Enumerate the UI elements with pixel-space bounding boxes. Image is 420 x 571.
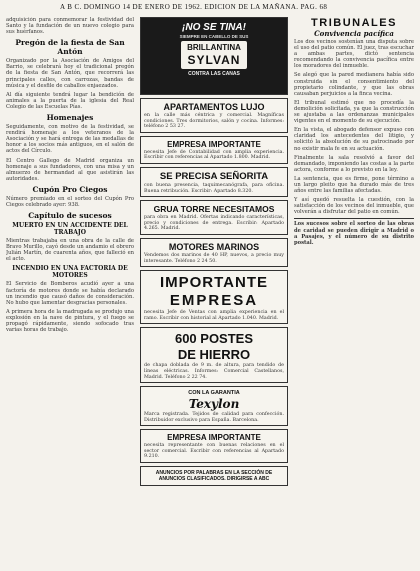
intro-text: adquisición para conmemorar la festividad del Santo y la fundación de un nuevo colegio para sus huérfanos. — [6, 17, 134, 36]
paragraph: Los dos vecinos sostenían una disputa sobre el uso del patio común. El juez, tras escuchar a ambas partes, dictó sentencia recomendando la convivencia pacífica entre los moradores del inmueble. — [294, 39, 414, 70]
heading-pregon: Pregón de la fiesta de San Antón — [15, 38, 125, 57]
brand-block — [144, 41, 284, 69]
postes-ad — [140, 327, 288, 383]
paragraph: El Servicio de Bomberos acudió ayer a una factoría de motores donde se había declarado un incendio que causó daños de consideración. No hubo que lamentar desgracias personales. — [6, 281, 134, 306]
ad-body: necesita Jefe de Contabilidad con amplia experiencia. Escribir con referencias al Apartado 1.800. Madrid. — [144, 149, 284, 161]
ad-title-2: DE HIERRO — [177, 347, 251, 363]
section-heading: TRIBUNALES — [311, 17, 397, 29]
ad-title: APARTAMENTOS LUJO — [163, 102, 265, 112]
apartamentos-ad — [140, 98, 288, 133]
ad-title: 600 POSTES — [174, 331, 254, 347]
page-header: A B C. DOMINGO 14 DE ENERO DE 1962. EDICION DE LA MAÑANA. PAG. 68 — [60, 3, 328, 11]
grua-ad — [140, 200, 288, 235]
texylon-ad — [140, 386, 288, 426]
empresa-ad-2 — [140, 429, 288, 463]
ad-title: MOTORES MARINOS — [168, 241, 260, 252]
ad-title-2: EMPRESA — [169, 292, 259, 310]
paragraph: El Centro Gallego de Madrid organiza un homenaje a sus fundadores, con una misa y un almuerzo de hermandad al que asistirán las autoridades. — [6, 157, 134, 182]
ad-body: necesita Jefe de Ventas con amplia experiencia en el ramo. Escribir con historial al Apartado 1.040. Madrid. — [144, 310, 284, 321]
ad-body: en la calle más céntrica y comercial. Magníficas condiciones. Tres dormitorios, salón y cocina. Informes: teléfono 2 53 27. — [144, 113, 284, 130]
importante-empresa-ad — [140, 270, 288, 324]
heading-homenajes: Homenajes — [46, 113, 94, 123]
right-column — [294, 17, 414, 249]
paragraph: Organizado por la Asociación de Amigos del Barrio, se celebrará hoy el tradicional pregón de la fiesta de San Antón, que recorrerá las principales calles, con carrozas, bandas de música y el desfile de caballos enjaezados. — [6, 58, 134, 89]
ad-body: necesita representante con buenas relaciones en el sector comercial. Escribir con referencias al Apartado 9.210. — [144, 443, 284, 460]
senorita-ad — [140, 167, 288, 197]
divider — [294, 218, 414, 219]
paragraph: Mientras trabajaba en una obra de la calle de Bravo Murillo, cayó desde un andamio el obrero Julián Martín, de cuarenta años, que falleció en el acto. — [6, 238, 134, 263]
heading-sucesos: Capítulo de sucesos — [28, 211, 112, 221]
ad-title: ¡NO SE TINA! — [182, 22, 246, 33]
footer-note: Los sucesos sobre el sorteo de las obras de caridad se pueden dirigir a Madrid o a Pasajes, y el número de su distrito postal. — [294, 221, 414, 246]
brand-logo: Texylon — [188, 397, 240, 412]
paragraph: Al día siguiente tendrá lugar la bendición de animales a la puerta de la iglesia del Real Colegio de las Escuelas Pías. — [6, 91, 134, 110]
ad-footer: CONTRA LAS CANAS — [188, 71, 240, 77]
heading-cupon: Cupón Pro Ciegos — [32, 184, 108, 194]
paragraph: Se alegó que la pared medianera había sido construida sin el consentimiento del propietario colindante, y que las obras causaban perjuicios a la finca vecina. — [294, 72, 414, 97]
ad-title: SE PRECISA SEÑORITA — [159, 170, 269, 182]
paragraph: Seguidamente, con motivo de la festividad, se rendirá homenaje a los veteranos de la Asociación y se hará entrega de las medallas de honor a los socios más antiguos, en el salón de actos del Círculo. — [6, 124, 134, 155]
paragraph: En la vista, el abogado defensor expuso con claridad los antecedentes del litigio, y solicitó la absolución de su patrocinado por no existir mala fe en su actuación. — [294, 127, 414, 152]
abc-ad — [140, 466, 288, 486]
subheading-incendio: INCENDIO EN UNA FACTORIA DE MOTORES — [12, 265, 128, 280]
paragraph: A primera hora de la madrugada se produjo una explosión en la nave de pintura, y el fuego se propagó rápidamente, siendo sofocado tras varias horas de trabajo. — [6, 308, 134, 334]
left-column — [6, 17, 134, 336]
ad-subtitle: SIEMPRE EN CABELLO DE SUS — [179, 34, 249, 39]
ad-body: para obra en Madrid. Ofertas indicando características, precio y condiciones de entrega. Escribir: Apartado 4.265. Madrid. — [144, 215, 284, 232]
ad-title: IMPORTANTE — [159, 274, 269, 292]
paragraph: Y así quedó resuelta la cuestión, con la satisfacción de los vecinos del inmueble, que volverán a disfrutar del patio en común. — [294, 197, 414, 216]
ad-title: GRUA TORRE NECESITAMOS — [153, 204, 275, 215]
ad-body: Vendemos dos marinos de 40 HP, nuevos, a precio muy interesante. Teléfono 2 24 50. — [144, 252, 284, 264]
motores-ad — [140, 238, 288, 267]
ads-column — [140, 17, 288, 489]
paragraph: El tribunal estimó que no procedía la demolición solicitada, ya que la construcción se ajustaba a las ordenanzas municipales vigentes en el momento de su ejecución. — [294, 99, 414, 125]
brand-name: BRILLANTINA — [187, 43, 241, 52]
brillantina-ad — [140, 17, 288, 95]
brand-name-2: SYLVAN — [187, 53, 241, 67]
ad-body: ANUNCIOS POR PALABRAS EN LA SECCIÓN DE ANUNCIOS CLASIFICADOS. DIRIGIRSE A ABC — [155, 470, 273, 483]
empresa-ad — [140, 136, 288, 164]
ad-body: con buena presencia, taquimecanógrafa, para oficina. Buena retribución. Escribir: Apartado 8.320. — [144, 182, 284, 194]
ad-top: CON LA GARANTIA — [188, 390, 240, 397]
subheading-accidente: MUERTO EN UN ACCIDENTE DEL TRABAJO — [12, 222, 128, 237]
paragraph: Número premiado en el sorteo del Cupón Pro Ciegos celebrado ayer: 938. — [6, 195, 134, 208]
ad-title: EMPRESA IMPORTANTE — [167, 433, 261, 443]
paragraph: Finalmente la sala resolvió a favor del demandado, imponiendo las costas a la parte actora, conforme a lo previsto en la ley. — [294, 154, 414, 173]
section-subheading: Convivencia pacífica — [314, 29, 394, 38]
ad-title: EMPRESA IMPORTANTE — [167, 139, 261, 149]
ad-body: Marca registrada. Tejidos de calidad para confección. Distribuidor exclusivo para España. Barcelona. — [144, 412, 284, 423]
paragraph: La sentencia, que es firme, pone término a un largo pleito que ha durado más de tres años entre las familias afectadas. — [294, 175, 414, 195]
ad-body: de chapa doblada de 9 m. de altura, para tendido de líneas eléctricas. Informes: Comercial Castellanos, Madrid. Teléfono 2 22 74. — [144, 363, 284, 380]
